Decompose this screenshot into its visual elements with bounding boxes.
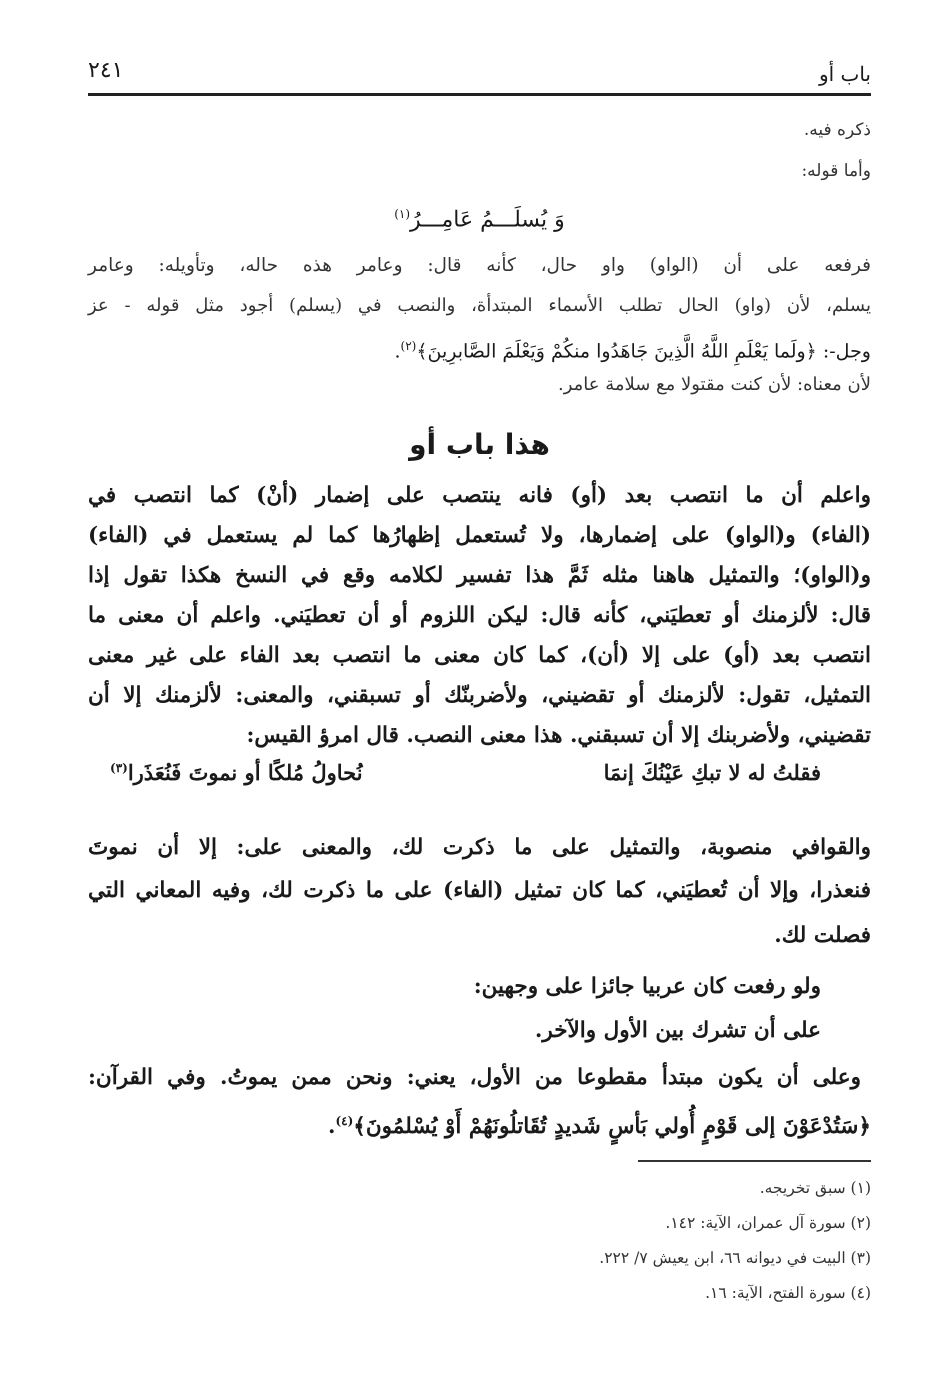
verse-second-hemistich bbox=[110, 760, 363, 785]
text-line bbox=[88, 328, 871, 369]
verse-text: نُحاولُ مُلكًا أو نموتَ فَنُعَذَرا bbox=[127, 760, 363, 785]
text-line: قال: لألزمنك أو تعطيَني، كأنه قال: ليكن اللزوم أو أن تعطيَني. واعلم أن معنى ما bbox=[88, 603, 871, 628]
text-line: وأما قوله: bbox=[801, 161, 871, 181]
footnote-ref: (١) bbox=[394, 207, 411, 221]
quran-quote: وجل-: ﴿ولَما يَعْلَمِ اللَّهُ الَّذِينَ جَاهَدُوا منكُمْ وَيَعْلَمَ الصَّابرِينَ﴾ bbox=[416, 340, 871, 363]
footnote-ref: (٢) bbox=[400, 339, 417, 353]
running-title: باب أو bbox=[818, 62, 871, 86]
text-line: (الفاء) و(الواو) على إضمارها، ولا تُستعمل إظهارُها كما لم يستعمل في (الفاء) bbox=[88, 523, 871, 548]
text-line: و(الواو)؛ والتمثيل هاهنا مثله ثَمَّ هذا تفسير لكلامه وقع في النسخ هكذا تقول إذا bbox=[88, 563, 871, 588]
text-line: فرفعه على أن (الواو) واو حال، كأنه قال: وعامر هذه حاله، وتأويله: وعامر bbox=[88, 255, 871, 276]
footnote: (٤) سورة الفتح، الآية: ١٦. bbox=[705, 1284, 871, 1302]
punctuation: . bbox=[394, 340, 401, 363]
text-line: ولو رفعت كان عربيا جائزا على وجهين: bbox=[473, 974, 821, 999]
text-line: التمثيل، تقول: لألزمنك أو تقضيني، ولأضربنّك أو تسبقني، والمعنى: لألزمنك إلا أن bbox=[88, 683, 871, 708]
text-line: لأن معناه: لأن كنت مقتولا مع سلامة عامر. bbox=[557, 374, 871, 395]
text-line: انتصب بعد (أو) على إلا (أن)، كما كان معنى ما انتصب بعد الفاء على غير معنى bbox=[88, 643, 871, 668]
footnote-ref: (٣) bbox=[110, 761, 128, 775]
page-number: ٢٤١ bbox=[88, 58, 124, 83]
footnote-ref: (٤) bbox=[335, 1114, 354, 1128]
footnote-divider bbox=[638, 1160, 871, 1162]
text-line: ذكره فيه. bbox=[803, 120, 871, 140]
footnote: (١) سبق تخريجه. bbox=[759, 1179, 871, 1197]
text-line: واعلم أن ما انتصب بعد (أو) فانه ينتصب على إضمار (أنْ) كما انتصب في bbox=[88, 483, 871, 508]
punctuation: . bbox=[327, 1114, 336, 1140]
verse-quote bbox=[88, 196, 871, 238]
text-line bbox=[88, 1103, 871, 1145]
footnote: (٢) سورة آل عمران، الآية: ١٤٢. bbox=[665, 1214, 871, 1232]
footnote: (٣) البيت في ديوانه ٦٦، ابن يعيش ٧/ ٢٢٢. bbox=[599, 1249, 871, 1267]
text-line: فنعذرا، وإلا أن تُعطيَني، كما كان تمثيل (الفاء) على ما ذكرت لك، وفيه المعاني التي bbox=[88, 878, 871, 903]
page-header bbox=[88, 52, 871, 92]
text-line: فصلت لك. bbox=[774, 923, 871, 948]
text-line: وعلى أن يكون مبتدأ مقطوعا من الأول، يعني: ونحن ممن يموتُ. وفي القرآن: bbox=[88, 1065, 861, 1090]
text-line: والقوافي منصوبة، والتمثيل على ما ذكرت لك، والمعنى على: إلا أن نموتَ bbox=[88, 835, 871, 860]
header-rule bbox=[88, 93, 871, 96]
verse-first-hemistich: فقلتُ له لا تبكِ عَيْنُكَ إنمَا bbox=[603, 760, 821, 785]
section-heading: هذا باب أو bbox=[409, 428, 550, 461]
text-line: يسلم، لأن (واو) الحال تطلب الأسماء المبتدأة، والنصب في (يسلم) أجود مثل قوله - عز bbox=[88, 295, 871, 316]
quran-quote: ﴿سَتُدْعَوْنَ إلى قَوْمٍ أُولي بَأسٍ شَديدٍ تُقَاتلُونَهُمْ أَوْ يُسْلمُونَ﴾ bbox=[353, 1114, 871, 1140]
verse-text: وَ يُسلَـــمُ عَامِـــرُ bbox=[410, 207, 565, 233]
text-line: على أن تشرك بين الأول والآخر. bbox=[534, 1018, 821, 1043]
text-line: تقضيني، ولأضربنك إلا أن تسبقني. هذا معنى النصب. قال امرؤ القيس: bbox=[246, 723, 871, 748]
